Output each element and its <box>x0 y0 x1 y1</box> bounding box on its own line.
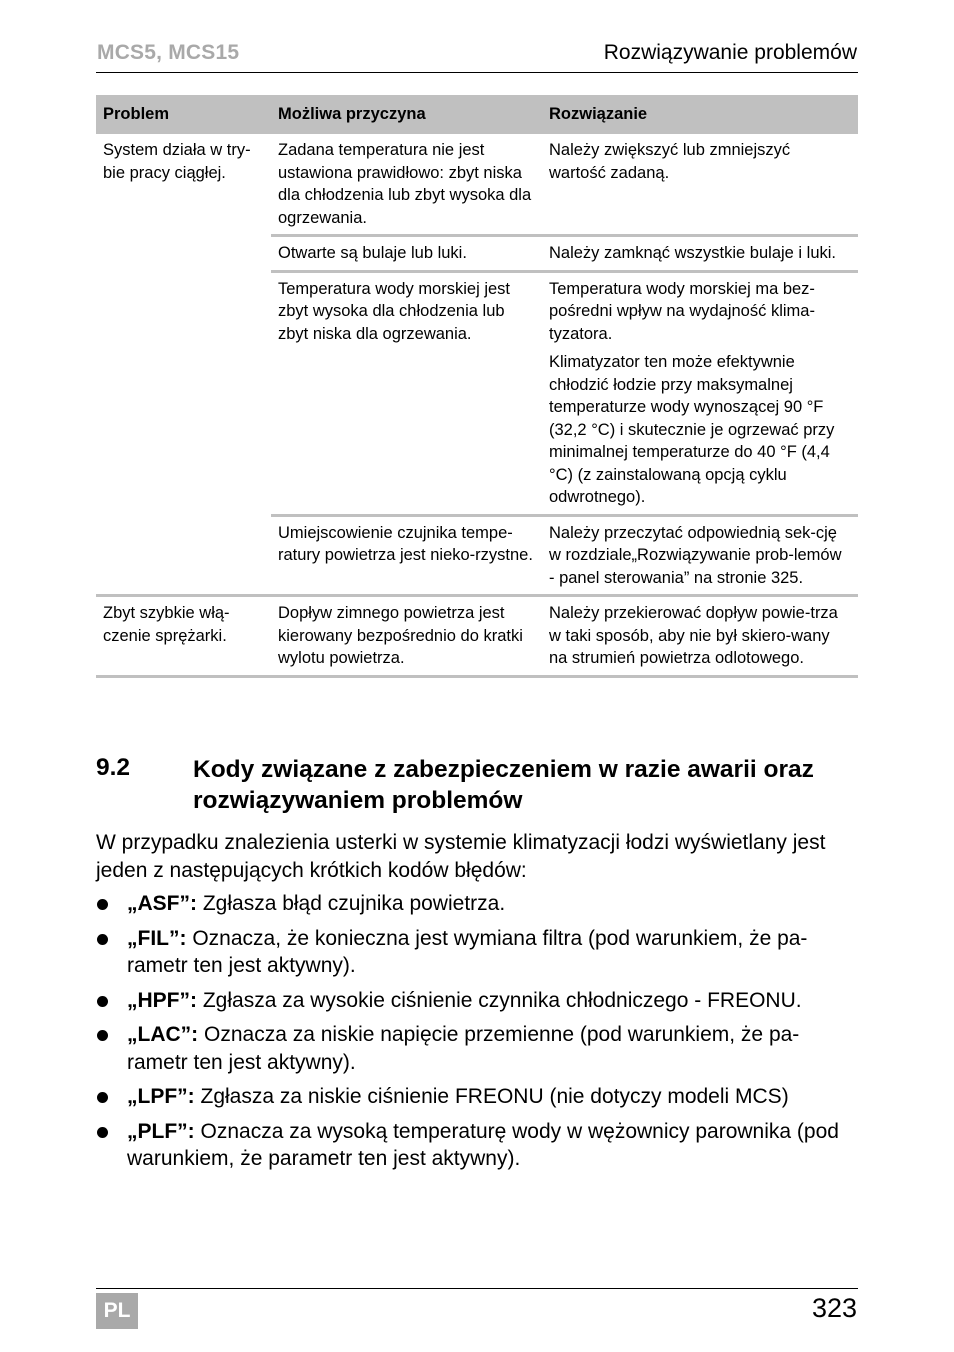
list-item <box>96 925 858 980</box>
bullet-icon <box>97 899 108 910</box>
error-description: Oznacza, że konieczna jest wymiana filtra (pod warunkiem, że pa-rametr ten jest aktywny). <box>127 926 808 977</box>
solution-text: Należy przeczytać odpowiednią sek-cję w rozdziale„Rozwiązywanie prob-lemów - panel sterowania” na stronie 325. <box>549 523 842 587</box>
solution-cell <box>542 236 858 272</box>
table-row <box>96 134 858 236</box>
bullet-icon <box>97 1092 108 1103</box>
chapter-title: Rozwiązywanie problemów <box>603 41 857 64</box>
page-footer <box>96 1288 858 1323</box>
solution-cell <box>542 271 858 515</box>
page-number: 323 <box>811 1293 857 1323</box>
error-code: „HPF”: <box>127 988 197 1012</box>
list-item <box>96 1083 858 1111</box>
error-description: Zgłasza za niskie ciśnienie FREONU (nie dotyczy modeli MCS) <box>200 1085 789 1108</box>
bullet-icon <box>97 934 108 945</box>
cause-cell: Dopływ zimnego powietrza jest kierowany bezpośrednio do kratki wylotu powietrza. <box>271 596 542 677</box>
troubleshooting-table <box>96 95 858 678</box>
error-code: „LAC”: <box>127 1023 199 1046</box>
table-header-row <box>96 95 858 134</box>
list-item <box>96 1118 858 1173</box>
solution-cell <box>542 515 858 596</box>
error-description: Zgłasza błąd czujnika powietrza. <box>202 892 506 915</box>
cause-cell: Temperatura wody morskiej jest zbyt wysoka dla chłodzenia lub zbyt niska dla ogrzewania. <box>271 271 542 515</box>
error-code: „ASF”: <box>127 892 197 915</box>
column-header-solution: Rozwiązanie <box>542 95 858 134</box>
solution-text: Należy przekierować dopływ powie-trza w taki sposób, aby nie był skiero-wany na strumień powietrza odlotowego. <box>549 604 838 667</box>
error-description: Oznacza za wysoką temperaturę wody w wężownicy parownika (pod warunkiem, że parametr ten jest aktywny). <box>127 1119 839 1170</box>
solution-text: Należy zamknąć wszystkie bulaje i luki. <box>549 244 837 262</box>
error-code-list <box>96 890 858 1180</box>
solution-text: Należy zwiększyć lub zmniejszyć wartość zadaną. <box>549 141 791 182</box>
error-description: Oznacza za niskie napięcie przemienne (pod warunkiem, że pa-rametr ten jest aktywny). <box>127 1023 800 1074</box>
error-description: Zgłasza za wysokie ciśnienie czynnika chłodniczego - FREONU. <box>202 988 802 1012</box>
page-header <box>96 36 858 73</box>
bullet-icon <box>97 1127 108 1138</box>
list-item <box>96 1021 858 1076</box>
cause-cell: Otwarte są bulaje lub luki. <box>271 236 542 272</box>
section-number: 9.2 <box>96 754 131 781</box>
solution-text: Klimatyzator ten może efektywnie chłodzić łodzie przy maksymalnej temperaturze wody wynoszącej 90 °F (32,2 °C) i skutecznie je ogrzewać przy minimalnej temperaturze do 40 °F (4,4 °C) (z zainstalowaną opcją cyklu odwrotnego). <box>549 353 835 506</box>
table-row <box>96 596 858 677</box>
model-name: MCS5, MCS15 <box>97 41 240 64</box>
column-header-cause: Możliwa przyczyna <box>271 95 542 134</box>
solution-text: Temperatura wody morskiej ma bez-pośredni wpływ na wydajność klima-tyzatora. <box>549 279 815 343</box>
solution-cell <box>542 134 858 236</box>
cause-cell: Zadana temperatura nie jest ustawiona prawidłowo: zbyt niska dla chłodzenia lub zbyt wysoka dla ogrzewania. <box>271 134 542 236</box>
error-code: „LPF”: <box>127 1085 195 1108</box>
section-intro: W przypadku znalezienia usterki w systemie klimatyzacji łodzi wyświetlany jest jeden z następujących krótkich kodów błędów: <box>96 831 826 882</box>
cause-cell: Umiejscowienie czujnika tempe-ratury powietrza jest nieko-rzystne. <box>271 515 542 596</box>
column-header-problem: Problem <box>96 95 271 134</box>
problem-cell: System działa w try-bie pracy ciągłej. <box>96 134 271 596</box>
bullet-icon <box>97 1030 108 1041</box>
list-item <box>96 987 858 1015</box>
problem-cell: Zbyt szybkie włą-czenie sprężarki. <box>96 596 271 677</box>
language-badge: PL <box>96 1293 138 1329</box>
section-title: Kody związane z zabezpieczeniem w razie awarii oraz rozwiązywaniem problemów <box>193 756 814 814</box>
error-code: „FIL”: <box>127 926 187 950</box>
error-code: „PLF”: <box>127 1119 195 1143</box>
bullet-icon <box>97 996 108 1007</box>
solution-cell <box>542 596 858 677</box>
list-item <box>96 890 858 918</box>
